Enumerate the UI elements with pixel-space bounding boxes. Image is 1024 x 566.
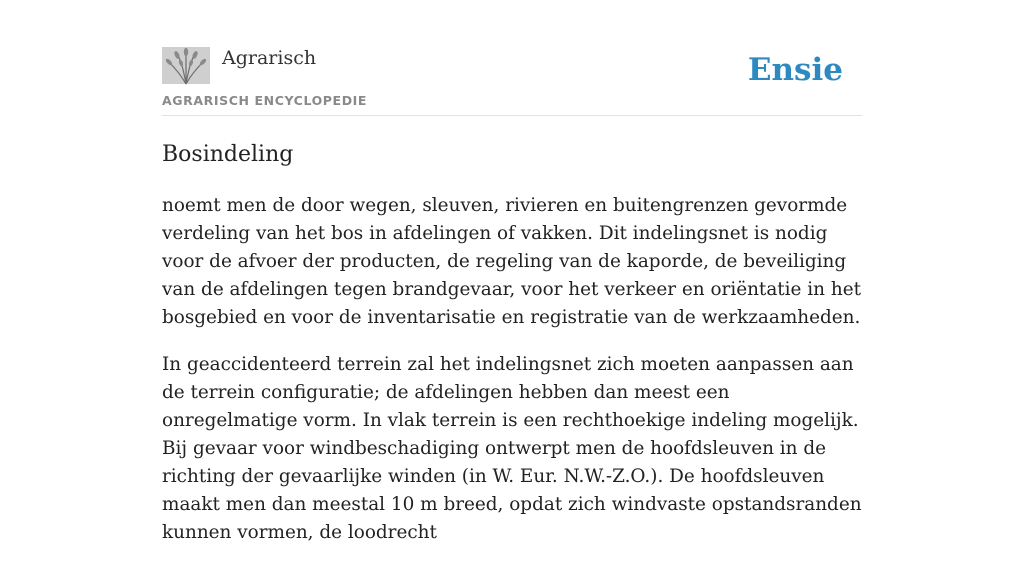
article-title: Bosindeling (162, 142, 294, 167)
article-body (162, 192, 868, 566)
ensie-logo[interactable]: Ensie (747, 52, 843, 88)
publication-subtitle: AGRARISCH ENCYCLOPEDIE (162, 93, 368, 108)
publication-name[interactable]: Agrarisch (222, 47, 317, 69)
article-paragraph: In geaccidenteerd terrein zal het indelingsnet zich moeten aanpassen aan de terrein configuratie; de afdelingen hebben dan meest een onregelmatige vorm. In vlak terrein is een rechthoekige indeling mogelijk. Bij gevaar voor windbeschadiging ontwerpt men de hoofdsleuven in de richting der gevaarlijke winden (in W. Eur. N.W.-Z.O.). De hoofdsleuven maakt men dan meestal 10 m breed, opdat zich windvaste opstandsranden kunnen vormen, de loodrecht (162, 354, 862, 543)
site-header (162, 44, 862, 116)
wheat-icon[interactable] (162, 47, 210, 84)
article-paragraph: noemt men de door wegen, sleuven, rivieren en buitengrenzen gevormde verdeling van het bos in afdelingen of vakken. Dit indelingsnet is nodig voor de afvoer der producten, de regeling van de kaporde, de beveiliging van de afdelingen tegen brandgevaar, voor het verkeer en oriëntatie in het bosgebied en voor de inventarisatie en registratie van de werkzaamheden. (162, 195, 861, 328)
